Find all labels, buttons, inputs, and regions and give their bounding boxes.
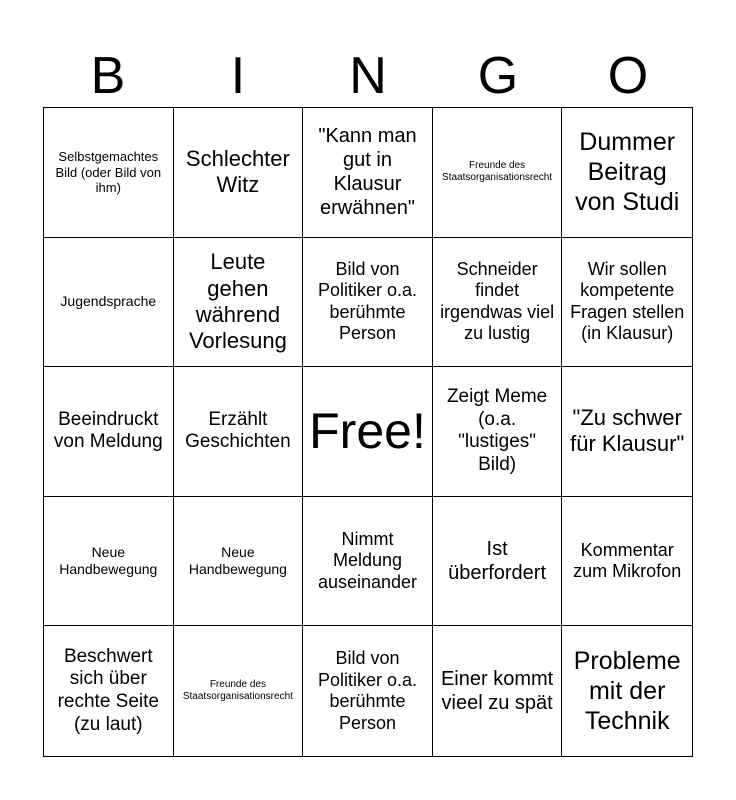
bingo-cell[interactable]: Dummer Beitrag von Studi: [562, 108, 692, 238]
bingo-board: [43, 107, 693, 757]
bingo-cell[interactable]: Beeindruckt von Meldung: [44, 367, 174, 497]
bingo-cell[interactable]: Zeigt Meme (o.a. "lustiges" Bild): [433, 367, 563, 497]
bingo-cell[interactable]: Leute gehen während Vorlesung: [174, 238, 304, 368]
bingo-cell[interactable]: Neue Handbewegung: [44, 497, 174, 627]
free-space[interactable]: Free!: [303, 367, 433, 497]
header-letter-n: N: [349, 47, 387, 105]
header-letter-o: O: [607, 47, 649, 105]
bingo-cell[interactable]: Selbstgemachtes Bild (oder Bild von ihm): [44, 108, 174, 238]
bingo-cell[interactable]: Ist überfordert: [433, 497, 563, 627]
header-letter-b: B: [90, 47, 126, 105]
bingo-cell[interactable]: Schlechter Witz: [174, 108, 304, 238]
bingo-cell[interactable]: Erzählt Geschichten: [174, 367, 304, 497]
bingo-cell[interactable]: Bild von Politiker o.a. berühmte Person: [303, 238, 433, 368]
bingo-cell[interactable]: Schneider findet irgendwas viel zu lustig: [433, 238, 563, 368]
bingo-cell[interactable]: Neue Handbewegung: [174, 497, 304, 627]
bingo-cell[interactable]: Kommentar zum Mikrofon: [562, 497, 692, 627]
bingo-cell[interactable]: Bild von Politiker o.a. berühmte Person: [303, 626, 433, 756]
bingo-cell[interactable]: Einer kommt vieel zu spät: [433, 626, 563, 756]
bingo-cell[interactable]: Probleme mit der Technik: [573, 647, 681, 736]
bingo-cell[interactable]: Jugendsprache: [44, 238, 174, 368]
bingo-cell[interactable]: Freunde des Staatsorganisationsrecht: [433, 108, 563, 238]
bingo-cell[interactable]: "Zu schwer für Klausur": [562, 367, 692, 497]
header-letter-i: I: [230, 47, 246, 105]
bingo-cell[interactable]: Freunde des Staatsorganisationsrecht: [174, 626, 304, 756]
bingo-header: [43, 44, 693, 108]
bingo-cell[interactable]: "Kann man gut in Klausur erwähnen": [303, 108, 433, 238]
bingo-cell[interactable]: Beschwert sich über rechte Seite (zu laut): [44, 626, 174, 756]
bingo-cell[interactable]: Wir sollen kompetente Fragen stellen (in Klausur): [562, 238, 692, 368]
bingo-cell[interactable]: Nimmt Meldung auseinander: [303, 497, 433, 627]
header-letter-g: G: [477, 47, 519, 105]
